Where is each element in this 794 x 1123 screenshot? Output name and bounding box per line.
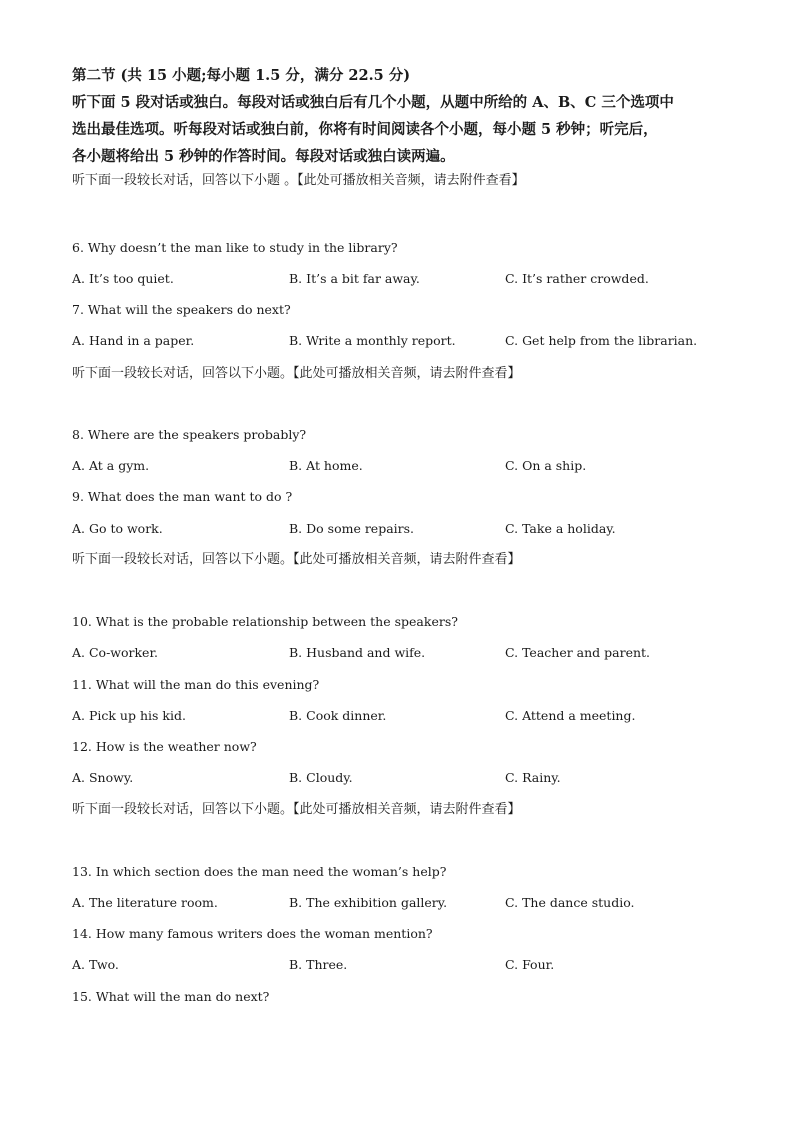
question-10-option-a: A. Co-worker. bbox=[72, 645, 159, 660]
question-9-option-a: A. Go to work. bbox=[72, 521, 163, 536]
question-9: 9. What does the man want to do ? bbox=[72, 489, 293, 504]
question-7-option-a: A. Hand in a paper. bbox=[72, 333, 195, 348]
question-6-option-a: A. It’s too quiet. bbox=[72, 271, 174, 286]
question-6: 6. Why doesn’t the man like to study in the library? bbox=[72, 240, 398, 255]
section-header-block bbox=[72, 62, 732, 170]
question-11-option-a: A. Pick up his kid. bbox=[72, 708, 186, 723]
instruction-line-2: 选出最佳选项。听每段对话或独白前，你将有时间阅读各个小题，每小题 5 秒钟；听完后， bbox=[72, 121, 658, 138]
question-6-option-c: C. It’s rather crowded. bbox=[505, 271, 649, 286]
question-11-option-c: C. Attend a meeting. bbox=[505, 708, 636, 723]
group-intro: 听下面一段较长对话，回答以下小题。【此处可播放相关音频，请去附件查看】 bbox=[72, 366, 521, 381]
question-11: 11. What will the man do this evening? bbox=[72, 677, 320, 692]
question-15: 15. What will the man do next? bbox=[72, 989, 270, 1004]
group-intro: 听下面一段较长对话，回答以下小题。【此处可播放相关音频，请去附件查看】 bbox=[72, 802, 521, 817]
question-12: 12. How is the weather now? bbox=[72, 739, 257, 754]
question-9-option-c: C. Take a holiday. bbox=[505, 521, 616, 536]
question-7-option-c: C. Get help from the librarian. bbox=[505, 333, 698, 348]
question-13-option-a: A. The literature room. bbox=[72, 895, 218, 910]
question-12-option-b: B. Cloudy. bbox=[289, 770, 353, 785]
question-11-option-b: B. Cook dinner. bbox=[289, 708, 387, 723]
question-13: 13. In which section does the man need the woman’s help? bbox=[72, 864, 447, 879]
question-9-option-b: B. Do some repairs. bbox=[289, 521, 415, 536]
question-8-option-b: B. At home. bbox=[289, 458, 363, 473]
group-intro: 听下面一段较长对话，回答以下小题。【此处可播放相关音频，请去附件查看】 bbox=[72, 552, 521, 567]
question-7: 7. What will the speakers do next? bbox=[72, 302, 291, 317]
question-13-option-b: B. The exhibition gallery. bbox=[289, 895, 448, 910]
question-10-option-c: C. Teacher and parent. bbox=[505, 645, 651, 660]
question-10: 10. What is the probable relationship between the speakers? bbox=[72, 614, 458, 629]
question-14-option-a: A. Two. bbox=[72, 957, 119, 972]
instruction-line-1: 听下面 5 段对话或独白。每段对话或独白后有几个小题，从题中所给的 A、B、C 三个选项中 bbox=[72, 94, 674, 111]
question-13-option-c: C. The dance studio. bbox=[505, 895, 635, 910]
group-intro: 听下面一段较长对话，回答以下小题 。【此处可播放相关音频，请去附件查看】 bbox=[72, 173, 525, 188]
question-10-option-b: B. Husband and wife. bbox=[289, 645, 426, 660]
question-14: 14. How many famous writers does the woman mention? bbox=[72, 926, 433, 941]
question-6-option-b: B. It’s a bit far away. bbox=[289, 271, 420, 286]
question-14-option-b: B. Three. bbox=[289, 957, 348, 972]
section-title: 第二节 (共 15 小题;每小题 1.5 分，满分 22.5 分) bbox=[72, 67, 411, 84]
question-12-option-a: A. Snowy. bbox=[72, 770, 134, 785]
instruction-line-3: 各小题将给出 5 秒钟的作答时间。每段对话或独白读两遍。 bbox=[72, 148, 455, 165]
question-14-option-c: C. Four. bbox=[505, 957, 555, 972]
question-8-option-c: C. On a ship. bbox=[505, 458, 587, 473]
question-12-option-c: C. Rainy. bbox=[505, 770, 561, 785]
question-8-option-a: A. At a gym. bbox=[72, 458, 150, 473]
question-7-option-b: B. Write a monthly report. bbox=[289, 333, 456, 348]
question-8: 8. Where are the speakers probably? bbox=[72, 427, 307, 442]
